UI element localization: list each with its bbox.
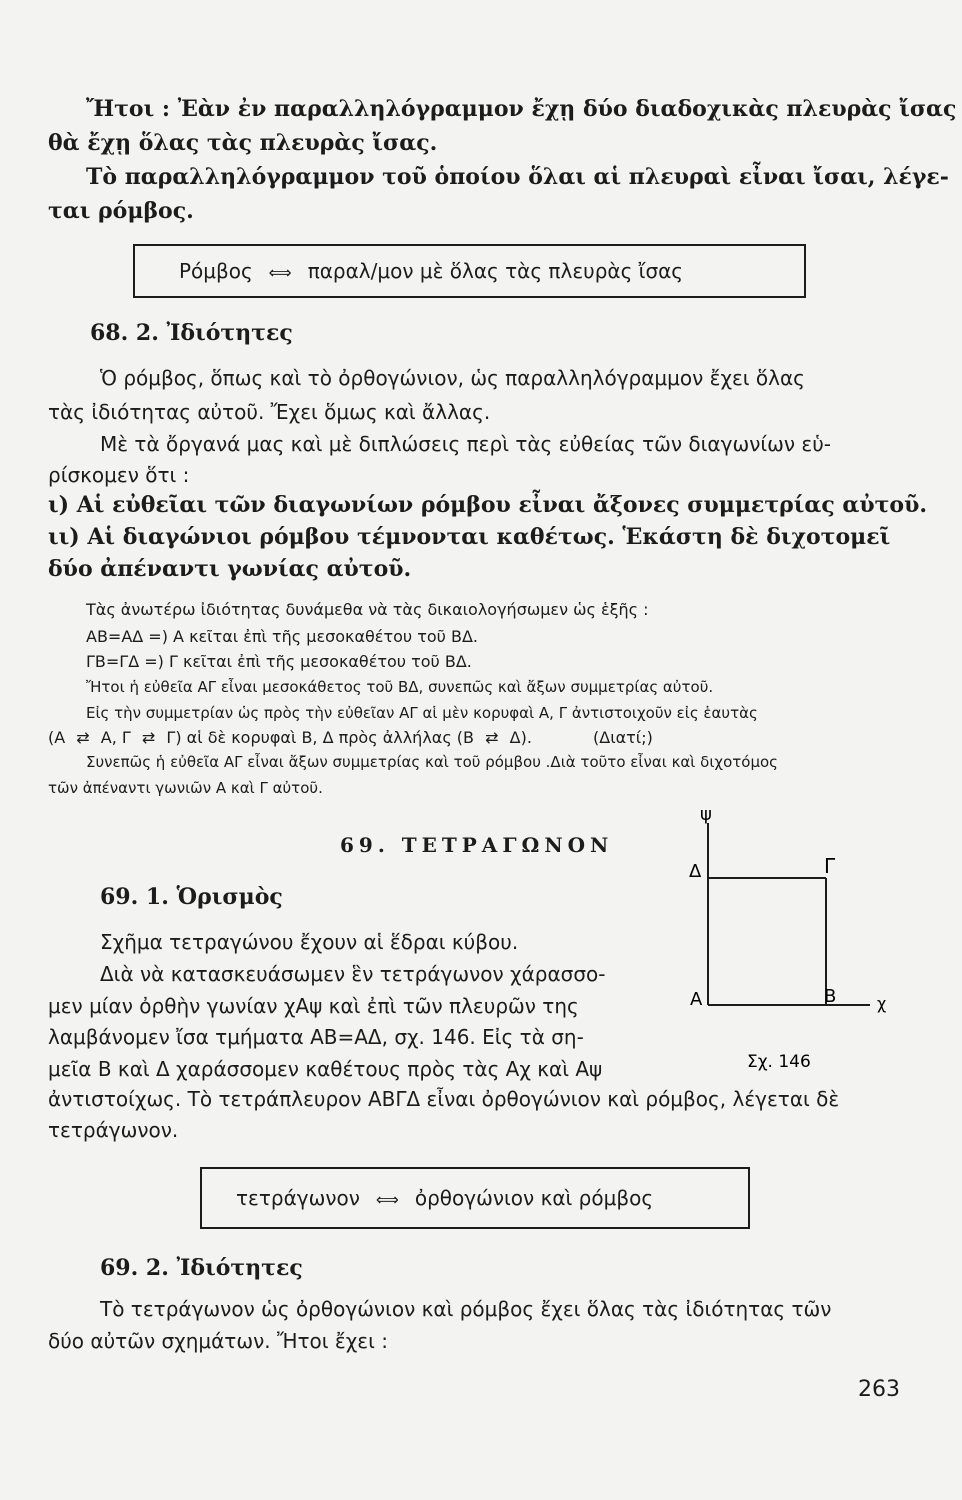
square-box-left: τετράγωνον — [236, 1186, 360, 1210]
square-definition-box — [200, 1167, 750, 1229]
swap-arrow-icon: ⇄ — [141, 728, 156, 747]
justification-line-1: Τὰς ἀνωτέρω ἰδιότητας δυνάμεθα νὰ τὰς δικαιολογήσωμεν ὡς ἑξῆς : — [86, 600, 649, 619]
swap-arrow-icon: ⇄ — [485, 728, 499, 747]
s69-d3: μεν μίαν ὀρθὴν γωνίαν χΑψ καὶ ἐπὶ τῶν πλευρῶν της — [48, 994, 579, 1018]
intro-line-2: θὰ ἔχῃ ὅλας τὰς πλευρὰς ἴσας. — [48, 130, 438, 156]
label-delta: Δ — [689, 861, 702, 882]
section-68-2-heading: 68. 2. Ἰδιότητες — [90, 320, 293, 346]
intro-line-3: Τὸ παραλληλόγραμμον τοῦ ὁποίου ὅλαι αἱ πλευραὶ εἶναι ἴσαι, λέγε- — [86, 164, 949, 190]
property-ii-line1: ιι) Αἱ διαγώνιοι ρόμβου τέμνονται καθέτως. Ἑκάστη δὲ διχοτομεῖ — [48, 524, 891, 550]
justification-line-3: ΓΒ=ΓΔ =) Γ κεῖται ἐπὶ τῆς μεσοκαθέτου τοῦ ΒΔ. — [86, 652, 472, 671]
rhombus-box-right: παραλ/μον μὲ ὅλας τὰς πλευρὰς ἴσας — [307, 259, 684, 283]
j6-part-b: Α, Γ — [100, 728, 131, 747]
figure-caption: Σχ. 146 — [747, 1052, 811, 1072]
label-gamma: Γ — [824, 854, 836, 878]
s69-2-p2: δύο αὐτῶν σχημάτων. Ἤτοι ἔχει : — [48, 1329, 388, 1353]
s69-d5: μεῖα Β καὶ Δ χαράσσομεν καθέτους πρὸς τὰς Αχ καὶ Αψ — [48, 1057, 603, 1081]
intro-line-4: ται ρόμβος. — [48, 198, 194, 224]
s69-d4: λαμβάνομεν ἴσα τμήματα ΑΒ=ΑΔ, σχ. 146. Εἰς τὰ ση- — [48, 1025, 584, 1049]
label-alpha: Α — [690, 989, 703, 1010]
figure-146 — [680, 805, 910, 1085]
s68-p1: Ὁ ρόμβος, ὅπως καὶ τὸ ὀρθογώνιον, ὡς παραλληλόγραμμον ἔχει ὅλας — [100, 366, 805, 390]
s68-p3: Μὲ τὰ ὄργανά μας καὶ μὲ διπλώσεις περὶ τὰς εὐθείας τῶν διαγωνίων εὑ- — [100, 432, 832, 456]
label-chi: χ — [877, 994, 887, 1013]
rhombus-box-left: Ρόμβος — [179, 259, 253, 283]
section-69-2-heading: 69. 2. Ἰδιότητες — [100, 1255, 303, 1281]
s69-d6: ἀντιστοίχως. Τὸ τετράπλευρον ΑΒΓΔ εἶναι ὀρθογώνιον καὶ ρόμβος, λέγεται δὲ — [48, 1087, 840, 1111]
s69-2-p1: Τὸ τετράγωνον ὡς ὀρθογώνιον καὶ ρόμβος ἔχει ὅλας τὰς ἰδιότητας τῶν — [100, 1297, 832, 1321]
s69-d2: Διὰ νὰ κατασκευάσωμεν ἓν τετράγωνον χάρασσο- — [100, 962, 606, 986]
equivalence-arrow-icon: ⟺ — [268, 263, 292, 282]
property-ii-line2: δύο ἀπέναντι γωνίας αὐτοῦ. — [48, 556, 412, 582]
s68-p2: τὰς ἰδιότητας αὐτοῦ. Ἔχει ὅμως καὶ ἄλλας. — [48, 400, 491, 424]
chapter-69-title: 69. ΤΕΤΡΑΓΩΝΟΝ — [340, 833, 614, 857]
justification-line-5: Εἰς τὴν συμμετρίαν ὡς πρὸς τὴν εὐθεῖαν ΑΓ αἱ μὲν κορυφαὶ Α, Γ ἀντιστοιχοῦν εἰς ἑαυτὰς — [86, 704, 758, 722]
s69-d7: τετράγωνον. — [48, 1118, 179, 1142]
equivalence-arrow-icon: ⟺ — [375, 1190, 399, 1209]
swap-arrow-icon: ⇄ — [76, 728, 90, 747]
label-psi: ψ — [700, 805, 712, 825]
justification-line-2: ΑΒ=ΑΔ =) Α κεῖται ἐπὶ τῆς μεσοκαθέτου τοῦ ΒΔ. — [86, 627, 478, 646]
label-beta: Β — [824, 986, 837, 1007]
justification-line-6 — [48, 728, 653, 747]
j6-part-d: Δ). — [509, 728, 532, 747]
page-number: 263 — [858, 1377, 900, 1402]
justification-line-7: Συνεπῶς ἡ εὐθεῖα ΑΓ εἶναι ἄξων συμμετρίας καὶ τοῦ ρόμβου .Διὰ τοῦτο εἶναι καὶ διχοτόμος — [86, 753, 778, 771]
s69-d1: Σχῆμα τετραγώνου ἔχουν αἱ ἕδραι κύβου. — [100, 930, 519, 954]
section-69-1-heading: 69. 1. Ὁρισμὸς — [100, 884, 283, 910]
property-i: ι) Αἱ εὐθεῖαι τῶν διαγωνίων ρόμβου εἶναι ἄξονες συμμετρίας αὐτοῦ. — [48, 492, 928, 518]
square-box-text — [236, 1186, 653, 1210]
intro-line-1: Ἤτοι : Ἐὰν ἐν παραλληλόγραμμον ἔχῃ δύο διαδοχικὰς πλευρὰς ἴσας — [86, 96, 957, 122]
justification-line-4: Ἤτοι ἡ εὐθεῖα ΑΓ εἶναι μεσοκάθετος τοῦ ΒΔ, συνεπῶς καὶ ἄξων συμμετρίας αὐτοῦ. — [86, 678, 714, 696]
rhombus-definition-box — [133, 244, 806, 298]
s68-p4: ρίσκομεν ὅτι : — [48, 463, 190, 487]
square-box-right: ὀρθογώνιον καὶ ρόμβος — [414, 1186, 654, 1210]
j6-part-a: (Α — [48, 728, 66, 747]
j6-part-e: (Διατί;) — [593, 728, 653, 747]
justification-line-8: τῶν ἀπέναντι γωνιῶν Α καὶ Γ αὐτοῦ. — [48, 779, 323, 797]
rhombus-box-text — [179, 259, 683, 283]
j6-part-c: Γ) αἱ δὲ κορυφαὶ Β, Δ πρὸς ἀλλήλας (Β — [166, 728, 475, 747]
